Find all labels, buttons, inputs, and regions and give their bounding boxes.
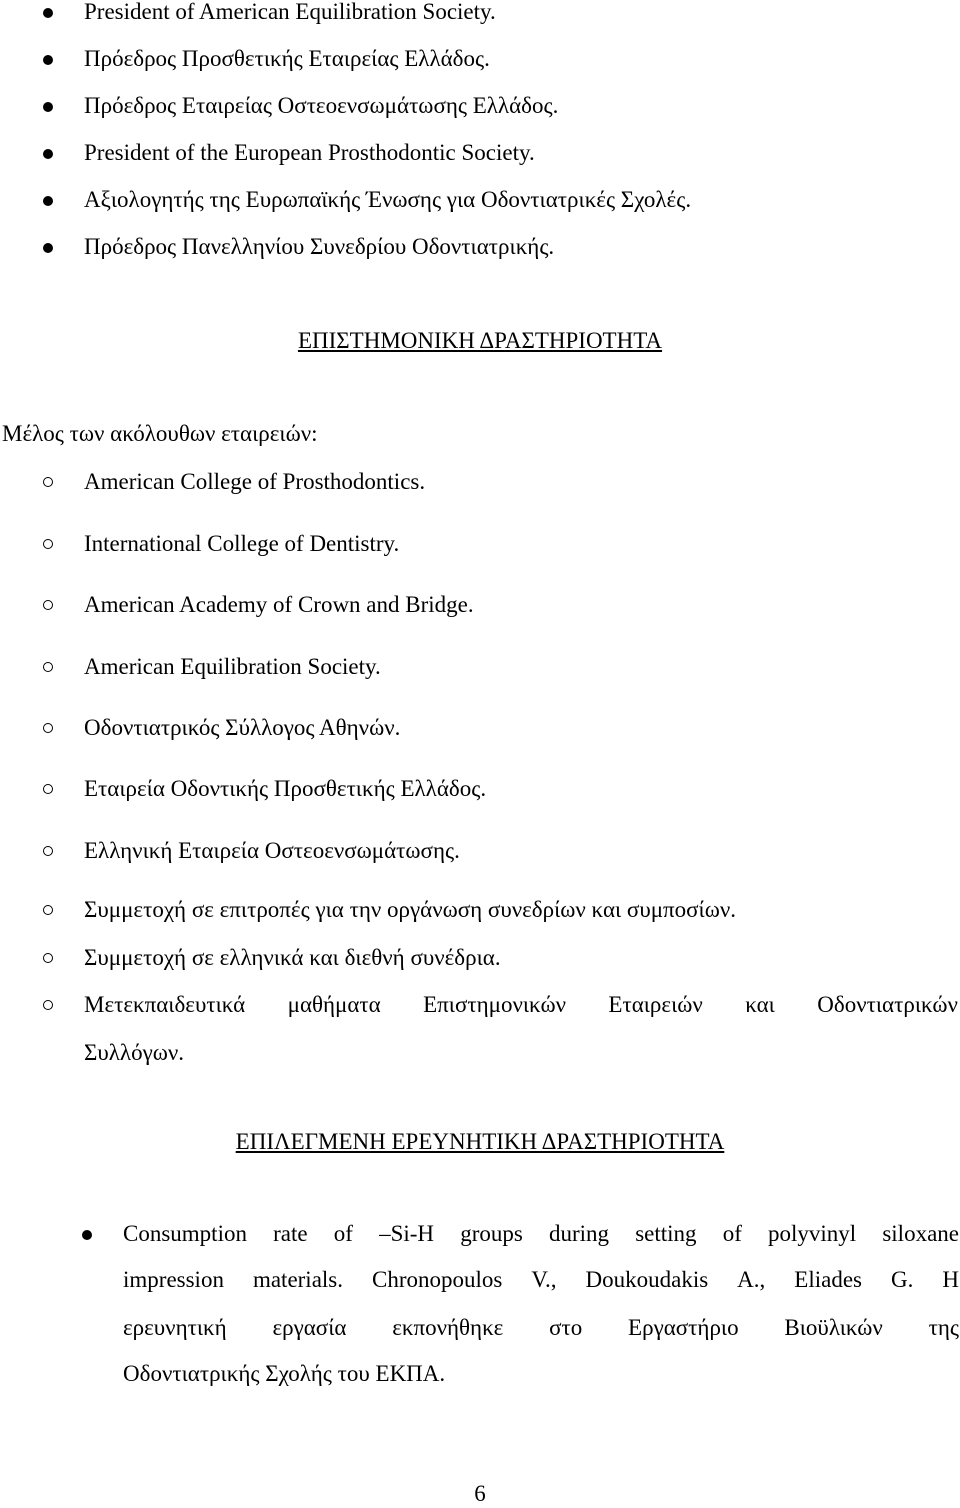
word: ερευνητική: [123, 1315, 227, 1340]
bullet-icon: [43, 723, 53, 733]
list-item: [0, 716, 960, 752]
list-item: [0, 188, 960, 224]
list-item: [0, 946, 960, 982]
research-line-3: [123, 1314, 959, 1342]
membership-text: Ελληνική Εταιρεία Οστεοενσωμάτωσης.: [84, 838, 460, 863]
word: Η: [942, 1267, 959, 1292]
word: Βιοϋλικών: [784, 1315, 883, 1340]
word: siloxane: [882, 1221, 959, 1246]
list-item: [0, 532, 960, 568]
word: εκπονήθηκε: [392, 1315, 504, 1340]
list-item: [0, 655, 960, 691]
membership-text: American Equilibration Society.: [84, 654, 381, 679]
word: V.,: [531, 1267, 557, 1292]
membership-text: Εταιρεία Οδοντικής Προσθετικής Ελλάδος.: [84, 776, 487, 801]
bullet-icon: [43, 846, 53, 856]
list-item: [0, 0, 960, 36]
bullet-icon: [43, 196, 53, 206]
page-number: 6: [474, 1481, 486, 1506]
word: G.: [891, 1267, 914, 1292]
research-line-4: Οδοντιατρικής Σχολής του ΕΚΠΑ.: [123, 1361, 446, 1386]
word: Μετεκπαιδευτικά: [84, 992, 246, 1017]
list-item: [0, 898, 960, 934]
word: of: [333, 1221, 353, 1246]
section-heading-research: ΕΠΙΛΕΓΜΕΝΗ ΕΡΕΥΝΗΤΙΚΗ ΔΡΑΣΤΗΡΙΟΤΗΤΑ: [235, 1129, 725, 1154]
role-text: Πρόεδρος Πανελληνίου Συνεδρίου Οδοντιατρικής.: [84, 234, 555, 259]
membership-text: Οδοντιατρικός Σύλλογος Αθηνών.: [84, 715, 401, 740]
list-item: [0, 94, 960, 130]
role-text: President of the European Prosthodontic Society.: [84, 140, 535, 165]
word: Chronopoulos: [372, 1267, 503, 1292]
bullet-icon: [43, 953, 53, 963]
membership-text: American Academy of Crown and Bridge.: [84, 592, 474, 617]
research-line-2: [123, 1266, 959, 1294]
membership-text: American College of Prosthodontics.: [84, 469, 426, 494]
bullet-icon: [43, 102, 53, 112]
word: της: [928, 1315, 959, 1340]
list-item: [0, 141, 960, 177]
word: impression: [123, 1267, 224, 1292]
list-item: [0, 235, 960, 271]
word: Eliades: [794, 1267, 862, 1292]
bullet-icon: [43, 8, 53, 18]
list-item: [0, 777, 960, 813]
postgrad-line-2: Συλλόγων.: [84, 1040, 185, 1065]
word: of: [722, 1221, 742, 1246]
role-text: Πρόεδρος Προσθετικής Εταιρείας Ελλάδος.: [84, 46, 490, 71]
postgrad-text: [84, 991, 958, 1019]
word: Επιστημονικών: [423, 992, 566, 1017]
word: Doukoudakis: [585, 1267, 709, 1292]
word: polyvinyl: [768, 1221, 857, 1246]
word: during: [548, 1221, 610, 1246]
bullet-icon: [43, 905, 53, 915]
membership-text: International College of Dentistry.: [84, 531, 400, 556]
postgrad-line-1: [84, 991, 958, 1019]
bullet-icon: [43, 149, 53, 159]
word: Εταιρειών: [608, 992, 703, 1017]
list-item: [0, 839, 960, 875]
word: εργασία: [272, 1315, 347, 1340]
list-item: [0, 593, 960, 629]
word: στο: [549, 1315, 583, 1340]
role-text: Αξιολογητής της Ευρωπαϊκής Ένωσης για Οδοντιατρικές Σχολές.: [84, 187, 692, 212]
bullet-icon: [43, 539, 53, 549]
bullet-icon: [43, 243, 53, 253]
section-heading-scientific: ΕΠΙΣΤΗΜΟΝΙΚΗ ΔΡΑΣΤΗΡΙΟΤΗΤΑ: [297, 328, 663, 353]
word: μαθήματα: [287, 992, 381, 1017]
member-intro: Μέλος των ακόλουθων εταιρειών:: [2, 421, 318, 446]
word: Οδοντιατρικών: [817, 992, 958, 1017]
research-line-1: [123, 1220, 959, 1248]
bullet-icon: [43, 477, 53, 487]
word: A.,: [737, 1267, 766, 1292]
word: materials.: [252, 1267, 343, 1292]
bullet-icon: [43, 662, 53, 672]
word: Εργαστήριο: [628, 1315, 739, 1340]
membership-text: Συμμετοχή σε επιτροπές για την οργάνωση συνεδρίων και συμποσίων.: [84, 897, 737, 922]
word: rate: [273, 1221, 308, 1246]
list-item: [0, 470, 960, 506]
bullet-icon: [82, 1230, 92, 1240]
bullet-icon: [43, 784, 53, 794]
bullet-icon: [43, 600, 53, 610]
word: setting: [635, 1221, 697, 1246]
bullet-icon: [43, 55, 53, 65]
word: και: [745, 992, 775, 1017]
role-text: President of American Equilibration Society.: [84, 0, 496, 24]
membership-text: Συμμετοχή σε ελληνικά και διεθνή συνέδρια.: [84, 945, 501, 970]
role-text: Πρόεδρος Εταιρείας Οστεοενσωμάτωσης Ελλάδος.: [84, 93, 559, 118]
word: Consumption: [123, 1221, 247, 1246]
bullet-icon: [43, 1000, 53, 1010]
word: groups: [460, 1221, 523, 1246]
word: –Si-H: [379, 1221, 435, 1246]
list-item: [0, 47, 960, 83]
